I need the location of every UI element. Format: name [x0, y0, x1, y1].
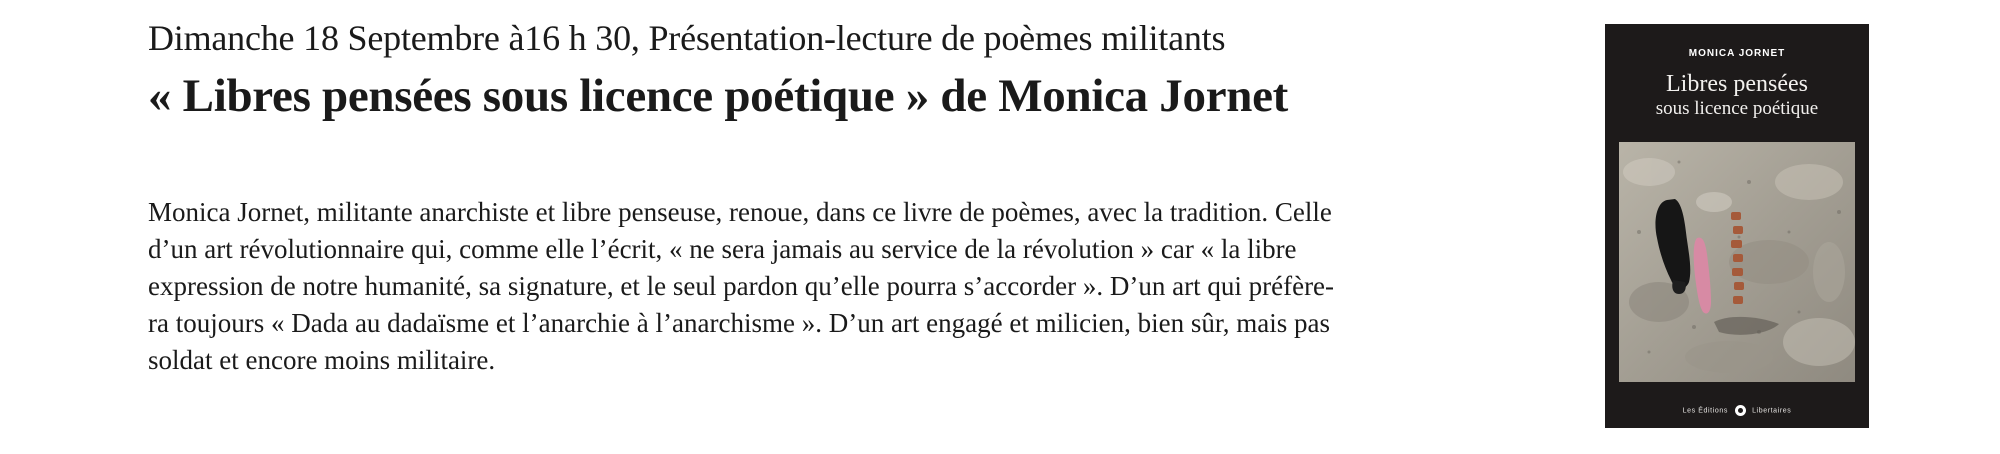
description-line: ra toujours « Dada au dadaïsme et l’anarchie à l’anarchisme ». D’un art engagé et milicien, bien sûr, mais pas	[148, 308, 1330, 338]
publisher-logo-icon	[1735, 405, 1746, 416]
publisher-name-left: Les Éditions	[1682, 407, 1728, 415]
event-subtitle: Dimanche 18 Septembre à16 h 30, Présentation-lecture de poèmes militants	[148, 18, 1226, 58]
book-cover-image	[1605, 24, 1869, 428]
cover-subtitle: sous licence poétique	[1655, 98, 1819, 119]
cover-artwork	[1619, 142, 1855, 382]
event-title: « Libres pensées sous licence poétique » de Monica Jornet	[148, 70, 1289, 122]
description-line: Monica Jornet, militante anarchiste et libre penseuse, renoue, dans ce livre de poèmes, avec la tradition. Celle	[148, 197, 1332, 227]
cover-publisher	[1605, 405, 1869, 416]
event-description	[148, 194, 1588, 379]
description-line: expression de notre humanité, sa signature, et le seul pardon qu’elle pourra s’accorder ». D’un art qui préfère-	[148, 271, 1335, 301]
cover-title: Libres pensées	[1666, 71, 1808, 97]
event-article	[148, 12, 1588, 379]
cover-author: MONICA JORNET	[1688, 48, 1786, 59]
description-line: soldat et encore moins militaire.	[148, 345, 496, 375]
publisher-name-right: Libertaires	[1752, 407, 1792, 415]
description-line: d’un art révolutionnaire qui, comme elle l’écrit, « ne sera jamais au service de la révolution » car « la libre	[148, 234, 1297, 264]
